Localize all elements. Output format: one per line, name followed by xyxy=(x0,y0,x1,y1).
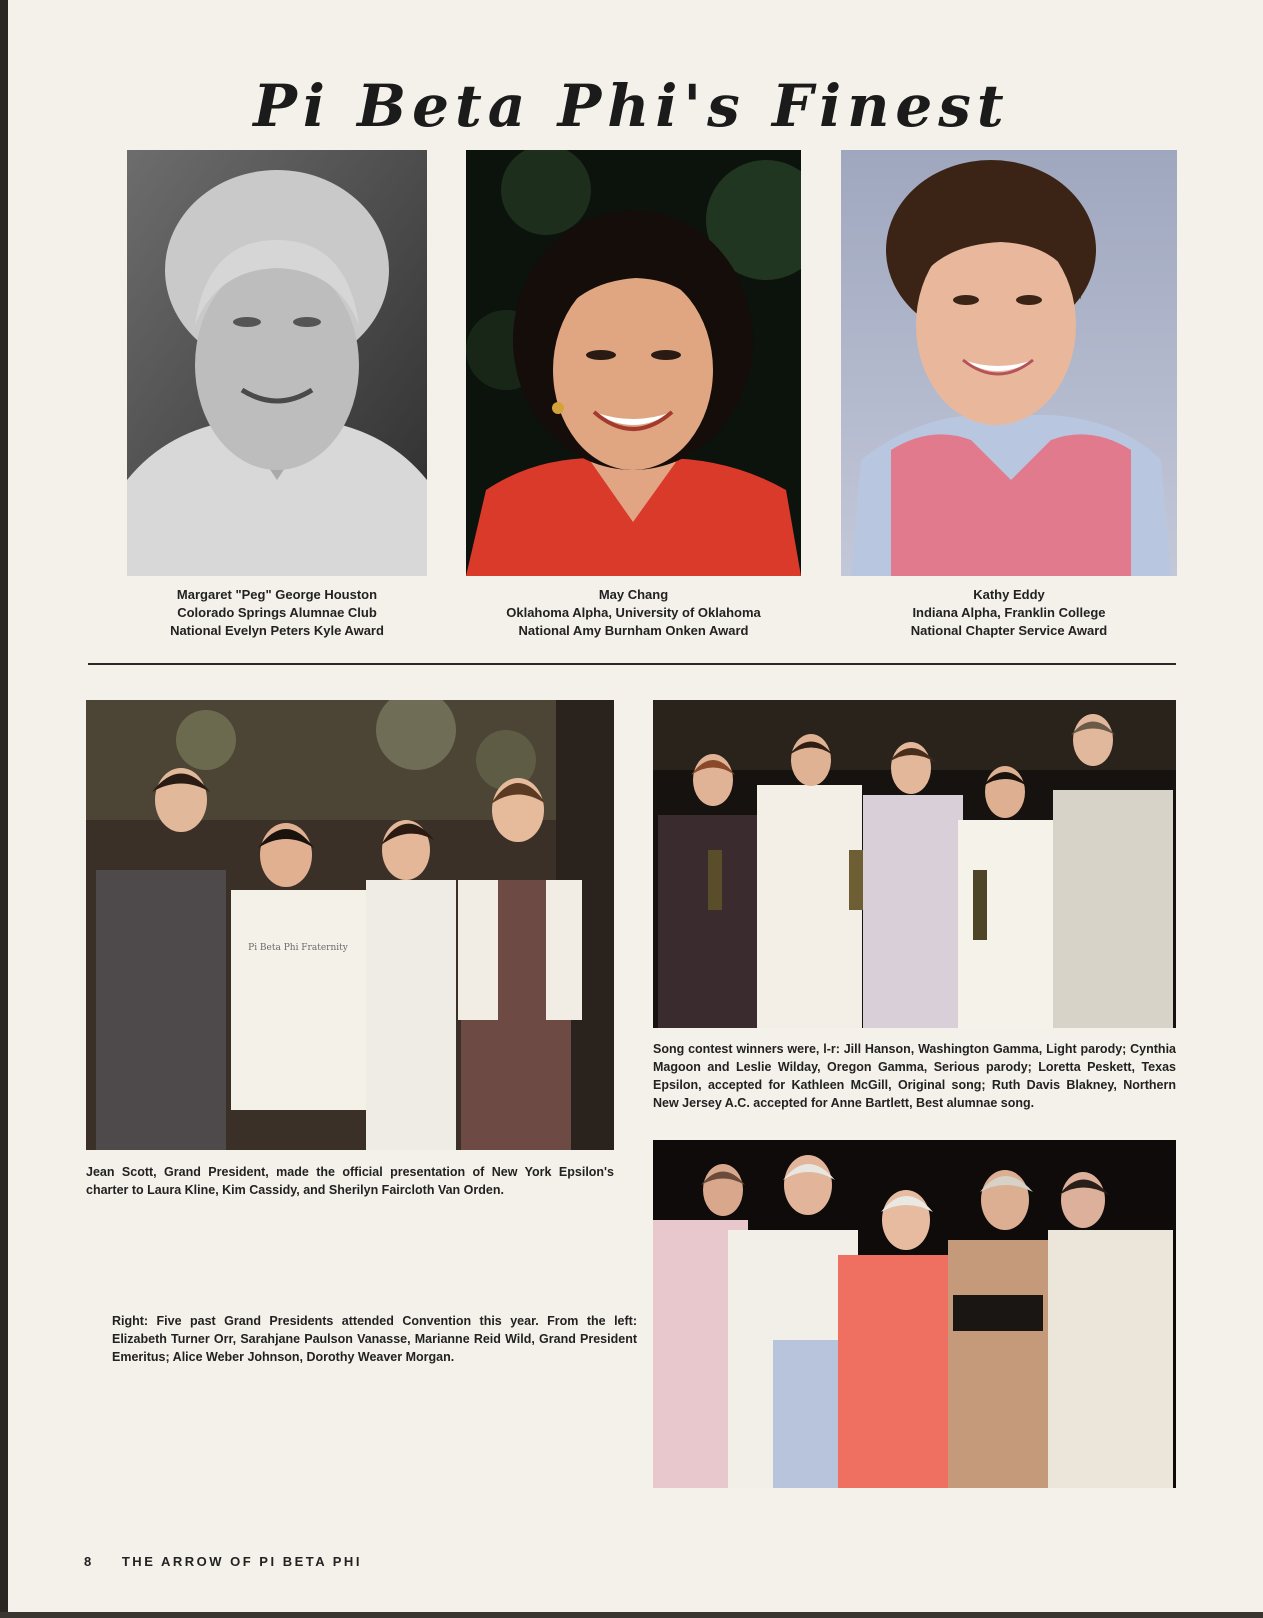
charter-document-text: Pi Beta Phi Fraternity xyxy=(248,943,348,953)
publication-name: THE ARROW OF PI BETA PHI xyxy=(121,1554,362,1569)
page-footer xyxy=(84,1554,384,1569)
page-edge-bottom xyxy=(0,1612,1263,1618)
song-contest-photo xyxy=(653,700,1176,1028)
caption-award: National Evelyn Peters Kyle Award xyxy=(170,623,384,638)
caption-award: National Amy Burnham Onken Award xyxy=(518,623,749,638)
page-edge-left xyxy=(0,0,8,1618)
portrait-photo-eddy xyxy=(841,150,1177,576)
page-number: 8 xyxy=(84,1554,94,1569)
portrait-photo-chang xyxy=(466,150,801,576)
caption-name: Kathy Eddy xyxy=(973,587,1045,602)
portrait-caption-houston xyxy=(127,586,427,640)
caption-affiliation: Indiana Alpha, Franklin College xyxy=(912,605,1106,620)
caption-name: Margaret "Peg" George Houston xyxy=(176,587,378,602)
portrait-photo-houston xyxy=(127,150,427,576)
past-presidents-caption: Right: Five past Grand Presidents attended Convention this year. From the left: Elizabeth Turner Orr, Sarahjane Paulson Vanasse, Marianne Reid Wild, Grand President Emeritus; Alice Weber Johnson, Dorothy Weaver Morgan. xyxy=(112,1314,637,1364)
song-contest-caption: Song contest winners were, l-r: Jill Hanson, Washington Gamma, Light parody; Cynthia Magoon and Leslie Wilday, Oregon Gamma, Serious parody; Loretta Peskett, Texas Epsilon, accepted for Kathleen McGill, Original song; Ruth Davis Blakney, Northern New Jersey A.C. accepted for Anne Bartlett, Best alumnae song. xyxy=(653,1042,1176,1110)
past-presidents-photo xyxy=(653,1140,1176,1488)
caption-affiliation: Colorado Springs Alumnae Club xyxy=(177,605,377,620)
caption-affiliation: Oklahoma Alpha, University of Oklahoma xyxy=(506,605,761,620)
charter-presentation-photo xyxy=(86,700,614,1150)
page-title: Pi Beta Phi's Finest xyxy=(253,72,1010,140)
caption-name: May Chang xyxy=(598,587,669,602)
charter-caption: Jean Scott, Grand President, made the official presentation of New York Epsilon's charter to Laura Kline, Kim Cassidy, and Sherilyn Faircloth Van Orden. xyxy=(86,1165,614,1197)
portrait-caption-chang xyxy=(446,586,821,640)
portrait-caption-eddy xyxy=(841,586,1177,640)
caption-award: National Chapter Service Award xyxy=(910,623,1108,638)
section-divider xyxy=(88,663,1176,665)
